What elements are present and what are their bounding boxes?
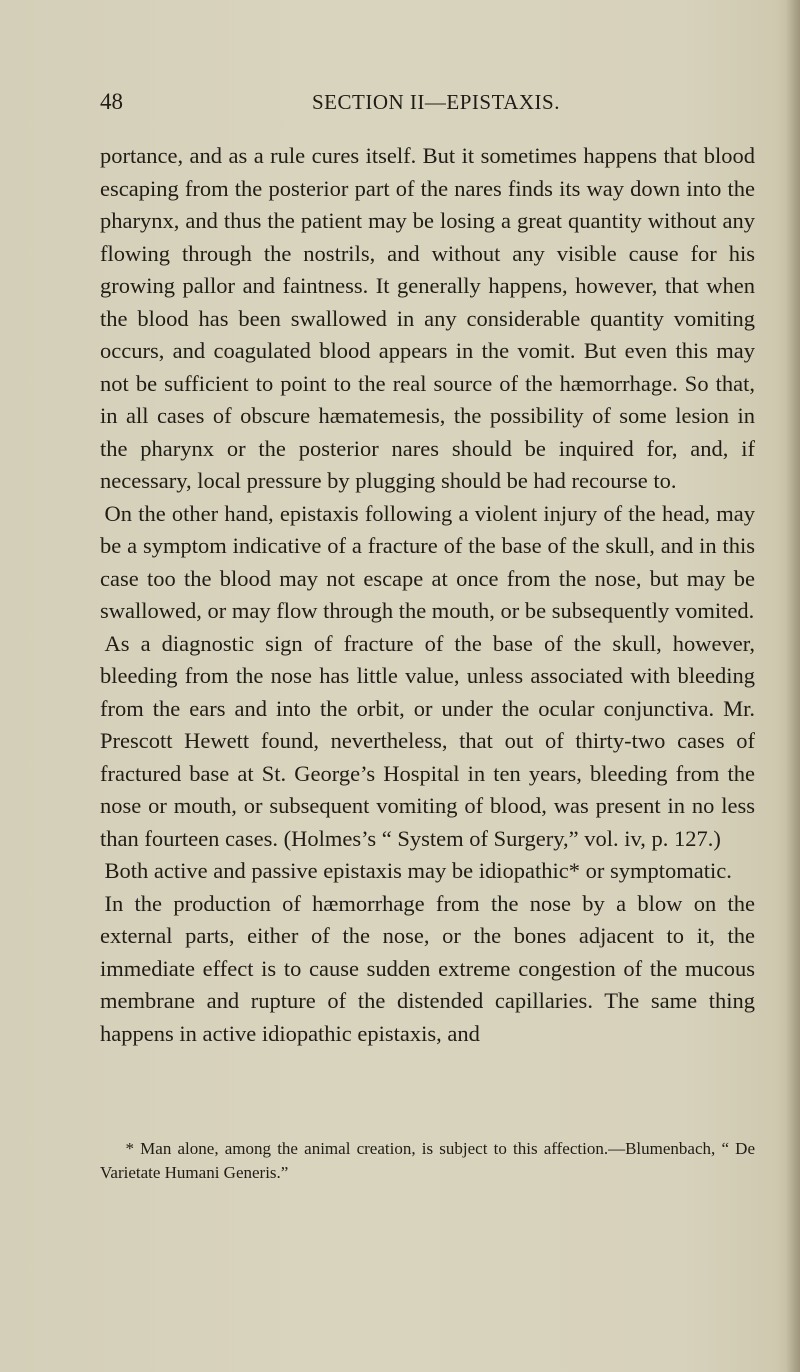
paragraph-5: In the production of hæmorrhage from the nose by a blow on the external parts, either of the nose, or the bones adjacent to it, the immediate effect is to cause sudden extreme congestion of the mucous membrane and rupture of the distended capillaries. The same thing happens in active idiopathic epistaxis, and <box>100 890 755 1046</box>
page-edge-shadow <box>786 0 800 1372</box>
paragraph-3: As a diagnostic sign of fracture of the base of the skull, however, bleeding from the nose has little value, unless associated with bleeding from the ears and into the orbit, or under the ocular conjunctiva. Mr. Prescott Hewett found, nevertheless, that out of thirty-two cases of fractured base at St. George’s Hospital in ten years, bleeding from the nose or mouth, or subsequent vomiting of blood, was present in no less than fourteen cases. (Holmes’s “ System of Surgery,” vol. iv, p. 127.) <box>100 630 755 851</box>
body-text <box>100 140 755 1050</box>
page-number: 48 <box>100 89 123 114</box>
paragraph-4: Both active and passive epistaxis may be idiopathic* or symptomatic. <box>104 858 732 883</box>
footnote: * Man alone, among the animal creation, is subject to this affection.—Blumenbach, “ De Varietate Humani Generis.” <box>100 1139 755 1182</box>
paragraph-1: portance, and as a rule cures itself. But it sometimes happens that blood escaping from the posterior part of the nares finds its way down into the pharynx, and thus the patient may be losing a great quantity without any flowing through the nostrils, and without any visible cause for his growing pallor and faintness. It generally happens, however, that when the blood has been swallowed in any considerable quantity vomiting occurs, and coagulated blood appears in the vomit. But even this may not be sufficient to point to the real source of the hæmorrhage. So that, in all cases of obscure hæmatemesis, the possibility of some lesion in the pharynx or the posterior nares should be inquired for, and, if necessary, local pressure by plugging should be had recourse to. <box>100 143 755 493</box>
paragraph-2: On the other hand, epistaxis following a violent injury of the head, may be a symptom indicative of a fracture of the base of the skull, and in this case too the blood may not escape at once from the nose, but may be swallowed, or may flow through the mouth, or be subsequently vomited. <box>100 500 755 623</box>
running-head: SECTION II—EPISTAXIS. <box>312 90 560 114</box>
page-header <box>100 86 755 118</box>
